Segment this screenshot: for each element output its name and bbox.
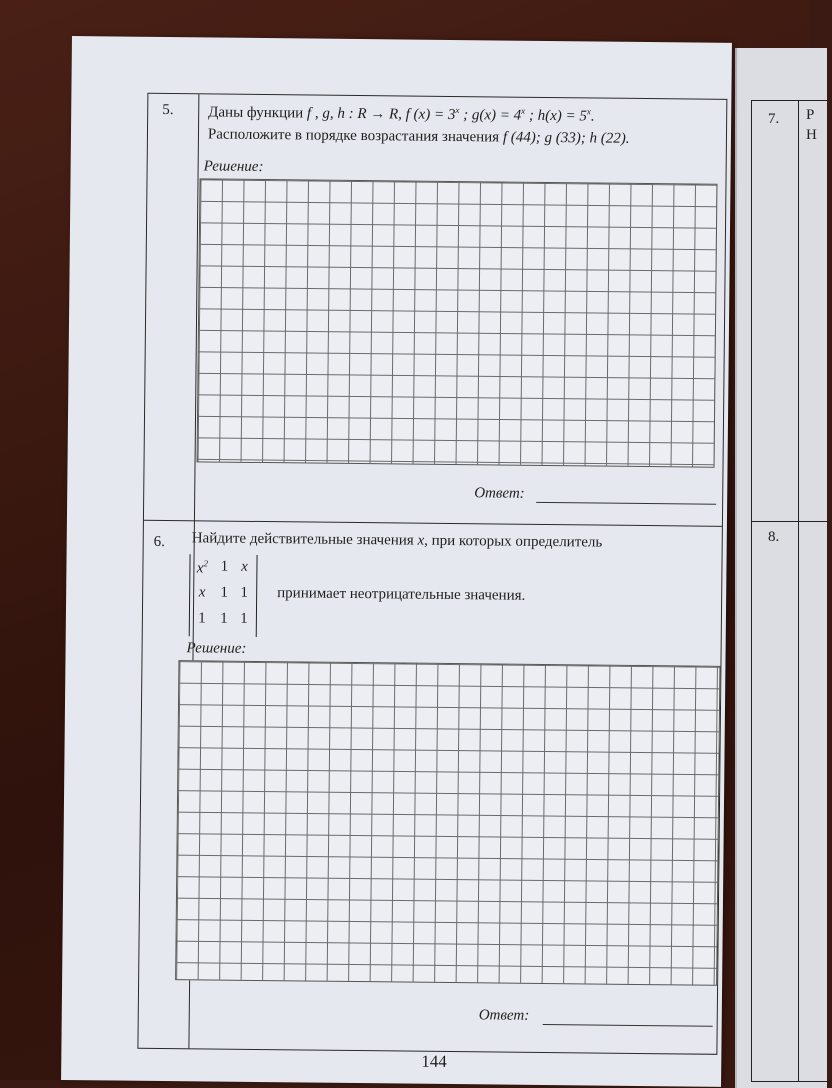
task5-answer-field[interactable] [536,501,716,505]
task5-functions: f , g, h : R → R, f $(x) = 3^x$ ; $g(x) = 4^x$ ; $h(x) = 5^x$. [306,105,595,125]
task-separator [144,520,722,527]
task7-number: 7. [768,111,780,127]
task5-solution-grid[interactable] [197,178,718,467]
task6-statement-line2: принимает неотрицательные значения. [277,585,526,604]
task7-text-2: Н [806,127,817,143]
task5-solution-label: Решение: [203,158,264,176]
task7-text-1: Р [806,107,815,123]
det-r1-c1: $x^2$ [196,558,209,577]
det-r2-c2: 1 [220,584,229,601]
task5-statement-line2: Расположите в порядке возрастания значения f (44); g (33); h (22). [207,126,630,147]
task6-solution-grid[interactable] [175,660,720,986]
page-number: 144 [421,1051,447,1071]
task5-statement-line1: Даны функции f , g, h : R → R, f $(x) = 3^x$ ; $g(x) = 4^x$ ; $h(x) = 5^x$. [208,104,595,125]
det-r3-c2: 1 [220,610,228,627]
det-r3-c1: 1 [198,610,206,627]
task6-solution-label: Решение: [186,640,247,657]
worksheet-page [61,36,732,1087]
task6-answer-field[interactable] [543,1023,713,1027]
task8-number: 8. [768,529,780,545]
det-r1-c3: x [241,558,248,575]
task6-answer-label: Ответ: [478,1007,530,1024]
det-r1-c2: 1 [220,558,229,575]
det-r3-c3: 1 [240,610,248,627]
task5-number: 5. [162,101,174,119]
task5-values: f (44); g (33); h (22). [502,129,630,147]
task6-determinant [189,554,258,637]
task6-statement-line1: Найдите действительные значения x, при которых определитель [191,530,603,551]
task5-answer-label: Ответ: [474,485,525,502]
det-r2-c1: x [198,584,206,601]
right-page [735,48,827,1088]
task6-number: 6. [153,533,166,551]
task-table [137,93,727,1055]
right-page-frame [751,100,832,1082]
det-r2-c3: 1 [240,584,249,601]
